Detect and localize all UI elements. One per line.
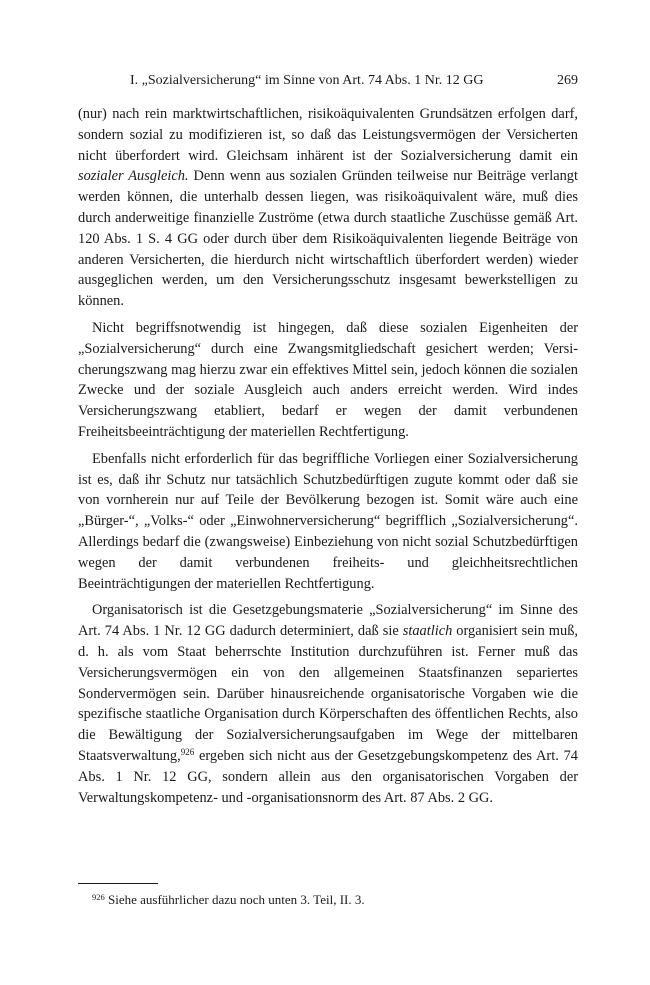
paragraph: [78, 318, 578, 443]
page-number: 269: [557, 73, 578, 88]
paragraph-text: Ebenfalls nicht erforderlich für das begriffliche Vorliegen einer Sozialversicherung ist es, daß ihr Schutz nur tatsächlich Schutzbedürftigen zugute kommt oder daß sie von vornherein nur auf Teile der Bevölkerung bezogen ist. Somit wäre auch eine „Bürger-“, „Volks-“ oder „Einwohnerversicherung“ begrifflich „Sozialversicherung“. Allerdings bedarf die (zwangsweise) Einbeziehung von nicht sozial Schutzbedürftigen wegen der damit verbundenen freiheits- und gleichheitsrechtlichen Beeinträchtigungen der materiellen Rechtfertigung.: [78, 450, 578, 592]
footnote-text: Siehe ausführlicher dazu noch unten 3. Teil, II. 3.: [108, 892, 365, 907]
footnote-reference[interactable]: 926: [180, 746, 195, 757]
running-header-title: I. „Sozialversicherung“ im Sinne von Art. 74 Abs. 1 Nr. 12 GG: [130, 73, 484, 88]
paragraph-text: (nur) nach rein marktwirtschaftlichen, risikoäquivalenten Grundsätzen erfolgen darf, sondern sozial zu modifizieren ist, so daß das Leistungsvermögen der Versicherten nicht überfordert wird. Gleichsam inhärent ist der Sozialversicherung damit ein: [78, 106, 578, 164]
footnote: [92, 892, 365, 908]
paragraph-emphasis: sozialer Ausgleich.: [78, 168, 189, 185]
paragraph: [78, 600, 578, 808]
paragraph-emphasis: staatlich: [402, 623, 453, 640]
paragraph-text: Organisatorisch ist die Gesetzgebungsmaterie „Sozialversicherung“ im Sinne des Art. 74 Abs. 1 Nr. 12 GG dadurch determiniert, daß sie: [78, 602, 578, 640]
paragraph-text: organisiert sein muß, d. h. als vom Staat beherrschte Institution durchzuführen ist. Ferner muß das Versicherungsvermögen ein von den allgemeinen Staatsfinanzen separiertes Sondervermögen sein. Darüber hinausreichende organisatorische Vorgaben wie die spezifische staatliche Organisation durch Körperschaften des öffentlichen Rechts, also die Bewältigung der Sozialversicherungsaufgaben im Wege der mittelbaren Staatsverwaltung,: [78, 623, 578, 764]
paragraph: [78, 104, 578, 312]
footnote-number: 926: [92, 892, 105, 902]
main-text: [78, 104, 578, 808]
paragraph-text: Nicht begriffsnotwendig ist hingegen, daß diese sozialen Eigenheiten der „Sozialversicherung“ durch eine Zwangsmitgliedschaft gesichert werden; Versicherungszwang mag hierzu zwar ein effektives Mittel sein, jedoch können die sozialen Zwecke und der soziale Ausgleich auch anders erreicht werden. Wird indes Versicherungszwang etabliert, bedarf er wegen der damit verbundenen Freiheitsbeeinträchtigung der materiellen Rechtfertigung.: [78, 319, 578, 440]
paragraph-text: ergeben sich nicht aus der Gesetzgebungskompetenz des Art. 74 Abs. 1 Nr. 12 GG, sondern allein aus den organisatorischen Vorgaben der Verwaltungskompetenz- und -organisationsnorm des Art. 87 Abs. 2 GG.: [78, 747, 578, 806]
footnote-separator: [78, 883, 158, 884]
paragraph: [78, 449, 578, 595]
paragraph-text: Denn wenn aus sozialen Gründen teilweise nur Beiträge verlangt werden können, die unterhalb dessen liegen, was risikoäquivalent wäre, muß dies durch anderweitige finanzielle Zuströme (etwa durch staatliche Zuschüsse gemäß Art. 120 Abs. 1 S. 4 GG oder durch über dem Risikoäquivalenten liegende Beiträge von anderen Versicherten, die hierdurch nicht wirtschaftlich überfordert werden) wieder ausgeglichen werden, um den Versicherungsschutz insgesamt bewerkstelligen zu können.: [78, 168, 578, 310]
